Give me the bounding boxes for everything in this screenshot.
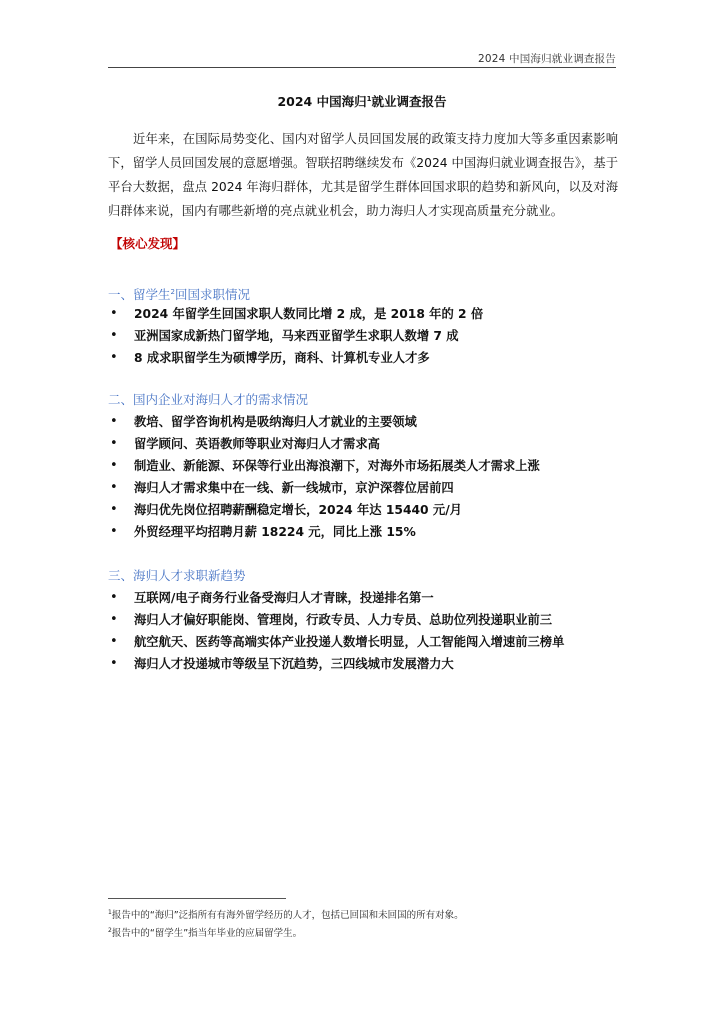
bullet: • (110, 524, 118, 539)
list-item: • 海归人才投递城市等级呈下沉趋势，三四线城市发展潜力大 (108, 653, 624, 675)
footnote: $^2$报告中的“留学生”指当年毕业的应届留学生。 (108, 927, 303, 940)
section-returning-students (108, 281, 624, 369)
footnote-mark: 2 (170, 288, 175, 296)
bullet: • (110, 590, 118, 605)
footnotes (108, 905, 464, 941)
list-item: • 2024 年留学生回国求职人数同比增 2 成，是 2018 年的 2 倍 (108, 303, 624, 325)
list-item: • 8 成求职留学生为硕博学历，商科、计算机专业人才多 (108, 347, 624, 369)
header-divider (108, 67, 616, 68)
list-item: • 海归人才偏好职能岗、管理岗，行政专员、人力专员、总助位列投递职业前三 (108, 609, 624, 631)
core-findings-heading: 【核心发现】 (110, 236, 186, 251)
footnote: $^1$报告中的“海归”泛指所有有海外留学经历的人才，包括已回国和未回国的所有对象。 (108, 909, 464, 922)
running-header: 2024 中国海归就业调查报告 (477, 53, 616, 65)
bullet: • (110, 502, 118, 517)
footnote-divider (108, 898, 286, 899)
bullet: • (110, 458, 118, 473)
title-rest: 就业调查报告 (371, 94, 447, 109)
list-item: • 留学顾问、英语教师等职业对海归人才需求高 (108, 433, 624, 455)
list-item: • 海归人才需求集中在一线、新一线城市，京沪深蓉位居前四 (108, 477, 624, 499)
section-domestic-demand (108, 389, 624, 543)
bullet: • (110, 480, 118, 495)
bullet: • (110, 414, 118, 429)
section-new-trends (108, 565, 624, 675)
bullet: • (110, 328, 118, 343)
bullet: • (110, 634, 118, 649)
bullet: • (110, 350, 118, 365)
title-footnote-mark: 1 (366, 94, 372, 103)
page-title (108, 92, 616, 110)
bullet: • (110, 306, 118, 321)
title-main: 2024 中国海归 (277, 94, 367, 109)
bullet: • (110, 612, 118, 627)
list-item: • 亚洲国家成新热门留学地，马来西亚留学生求职人数增 7 成 (108, 325, 624, 347)
intro-paragraph: 近年来，在国际局势变化、国内对留学人员回国发展的政策支持力度加大等多重因素影响下，留学人员回国发展的意愿增强。智联招聘继续发布《2024 中国海归就业调查报告》，基于平台大数据，盘点 2024 年海归群体，尤其是留学生群体回国求职的趋势和新风向，以及对海归群体来说，国内有哪些新增的亮点就业机会，助力海归人才实现高质量充分就业。 (108, 132, 618, 218)
section-heading: 三、海归人才求职新趋势 (108, 568, 246, 583)
list-item: • 制造业、新能源、环保等行业出海浪潮下，对海外市场拓展类人才需求上涨 (108, 455, 624, 477)
section-heading: 一、留学生$^2$回国求职情况 (108, 287, 250, 303)
bullet: • (110, 656, 118, 671)
list-item: • 航空航天、医药等高端实体产业投递人数增长明显，人工智能闯入增速前三榜单 (108, 631, 624, 653)
list-item: • 外贸经理平均招聘月薪 18224 元，同比上涨 15% (108, 521, 624, 543)
list-item: • 教培、留学咨询机构是吸纳海归人才就业的主要领域 (108, 411, 624, 433)
list-item: • 海归优先岗位招聘薪酬稳定增长，2024 年达 15440 元/月 (108, 499, 624, 521)
list-item: • 互联网/电子商务行业备受海归人才青睐，投递排名第一 (108, 587, 624, 609)
section-heading: 二、国内企业对海归人才的需求情况 (108, 392, 309, 407)
bullet: • (110, 436, 118, 451)
